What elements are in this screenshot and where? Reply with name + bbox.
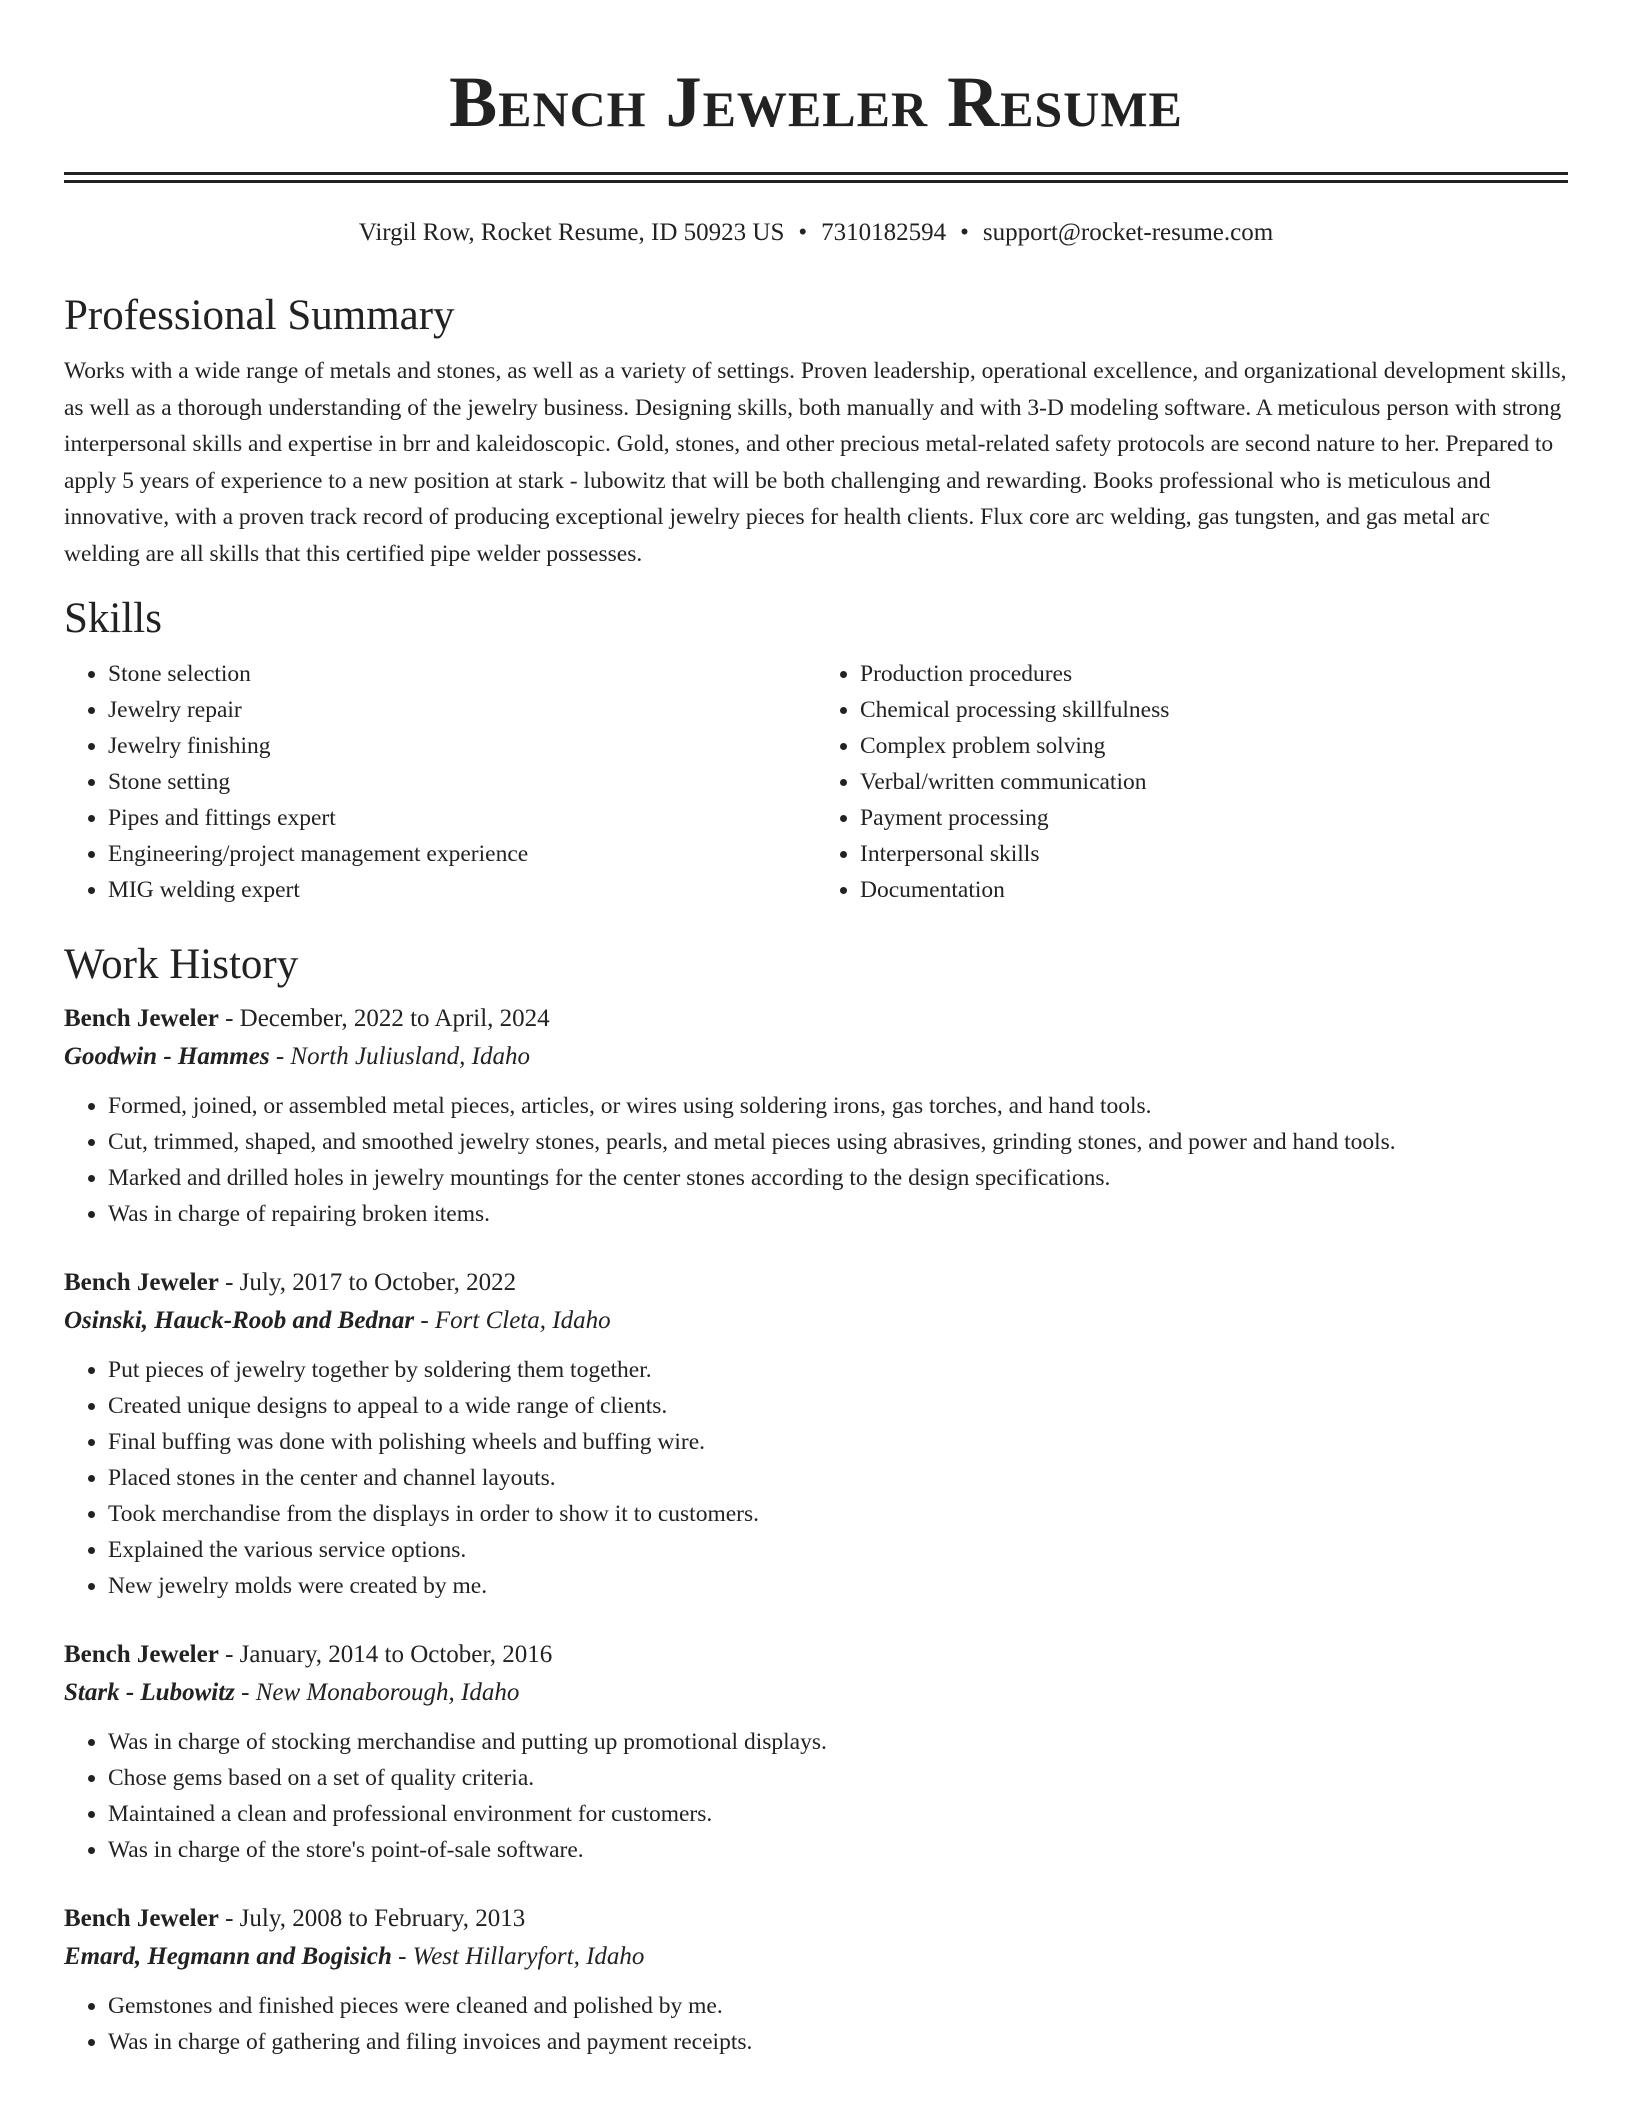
contact-line xyxy=(64,217,1568,249)
job-dates: - July, 2017 to October, 2022 xyxy=(218,1269,517,1296)
work-history-heading: Work History xyxy=(64,941,299,988)
job-duties-list xyxy=(64,1088,1568,1232)
skill-item: • Engineering/project management experience xyxy=(108,836,816,872)
company-location: - West Hillaryfort, Idaho xyxy=(391,1943,645,1970)
job-entry xyxy=(64,1000,1568,1232)
skill-item: • Jewelry repair xyxy=(108,692,816,728)
skill-item: • Payment processing xyxy=(860,800,1568,836)
contact-separator: • xyxy=(798,219,808,246)
skill-item: • Chemical processing skillfulness xyxy=(860,692,1568,728)
contact-email: support@rocket-resume.com xyxy=(982,219,1274,246)
skill-item: • Complex problem solving xyxy=(860,728,1568,764)
job-title-line xyxy=(64,1900,1568,1938)
job-title-line xyxy=(64,1264,1568,1302)
job-duty-item: • Put pieces of jewelry together by soldering them together. xyxy=(108,1352,1568,1388)
skills-columns xyxy=(64,656,1568,908)
job-duty-item: • Formed, joined, or assembled metal pieces, articles, or wires using soldering irons, gas torches, and hand tools. xyxy=(108,1088,1568,1124)
contact-phone: 7310182594 xyxy=(821,219,947,246)
company-location: - North Juliusland, Idaho xyxy=(269,1043,530,1070)
job-duties-list xyxy=(64,1988,1568,2060)
job-duty-item: • Explained the various service options. xyxy=(108,1532,1568,1568)
job-dates: - July, 2008 to February, 2013 xyxy=(218,1905,526,1932)
job-duty-item: • Took merchandise from the displays in order to show it to customers. xyxy=(108,1496,1568,1532)
company-name: Goodwin - Hammes xyxy=(64,1043,270,1070)
job-duty-item: • Marked and drilled holes in jewelry mountings for the center stones according to the design specifications. xyxy=(108,1160,1568,1196)
job-duty-item: • Gemstones and finished pieces were cleaned and polished by me. xyxy=(108,1988,1568,2024)
job-duty-item: • Chose gems based on a set of quality criteria. xyxy=(108,1760,1568,1796)
job-duties-list xyxy=(64,1724,1568,1868)
job-title-line xyxy=(64,1636,1568,1674)
summary-text: Works with a wide range of metals and stones, as well as a variety of settings. Proven leadership, operational excellence, and organizational development skills, as well as a thorough understanding of the jewelry business. Designing skills, both manually and with 3-D modeling software. A meticulous person with strong interpersonal skills and expertise in brr and kaleidoscopic. Gold, stones, and other precious metal-related safety protocols are second nature to her. Prepared to apply 5 years of experience to a new position at stark - lubowitz that will be both challenging and rewarding. Books professional who is meticulous and innovative, with a proven track record of producing exceptional jewelry pieces for health clients. Flux core arc welding, gas tungsten, and gas metal arc welding are all skills that this certified pipe welder possesses. xyxy=(64,358,1567,567)
job-entry xyxy=(64,1900,1568,2060)
contact-separator: • xyxy=(960,219,969,246)
job-title: Bench Jeweler xyxy=(64,1641,219,1668)
company-line xyxy=(64,1674,1568,1712)
company-location: - Fort Cleta, Idaho xyxy=(414,1307,611,1334)
job-duty-item: • Final buffing was done with polishing wheels and buffing wire. xyxy=(108,1424,1568,1460)
company-line xyxy=(64,1038,1568,1076)
company-name: Stark - Lubowitz xyxy=(64,1679,235,1706)
title-divider-top xyxy=(64,172,1568,175)
skill-item: • Documentation xyxy=(860,872,1568,908)
skill-item: • Production procedures xyxy=(860,656,1568,692)
job-duty-item: • Placed stones in the center and channel layouts. xyxy=(108,1460,1568,1496)
company-location: - New Monaborough, Idaho xyxy=(234,1679,520,1706)
job-dates: - December, 2022 to April, 2024 xyxy=(218,1005,550,1032)
skills-heading: Skills xyxy=(64,595,162,642)
job-duty-item: • Maintained a clean and professional environment for customers. xyxy=(108,1796,1568,1832)
skill-item: • MIG welding expert xyxy=(108,872,816,908)
contact-address: Virgil Row, Rocket Resume, ID 50923 US xyxy=(358,219,785,246)
company-name: Osinski, Hauck-Roob and Bednar xyxy=(64,1307,415,1334)
job-duty-item: • New jewelry molds were created by me. xyxy=(108,1568,1568,1604)
job-duty-item: • Was in charge of stocking merchandise and putting up promotional displays. xyxy=(108,1724,1568,1760)
job-title-line xyxy=(64,1000,1568,1038)
job-duty-item: • Cut, trimmed, shaped, and smoothed jewelry stones, pearls, and metal pieces using abrasives, grinding stones, and power and hand tools. xyxy=(108,1124,1568,1160)
skill-item: • Jewelry finishing xyxy=(108,728,816,764)
job-title: Bench Jeweler xyxy=(64,1005,219,1032)
skill-item: • Interpersonal skills xyxy=(860,836,1568,872)
job-duty-item: • Was in charge of repairing broken items. xyxy=(108,1196,1568,1232)
job-entry xyxy=(64,1264,1568,1604)
job-dates: - January, 2014 to October, 2016 xyxy=(218,1641,553,1668)
skill-item: • Stone selection xyxy=(108,656,816,692)
job-duties-list xyxy=(64,1352,1568,1604)
resume-title: Bench Jeweler Resume xyxy=(449,62,1183,142)
summary-heading: Professional Summary xyxy=(64,292,455,339)
work-history-list xyxy=(64,1000,1568,2060)
company-name: Emard, Hegmann and Bogisich xyxy=(64,1943,392,1970)
skill-item: • Pipes and fittings expert xyxy=(108,800,816,836)
company-line xyxy=(64,1302,1568,1340)
skills-list-right xyxy=(816,656,1568,908)
job-duty-item: • Was in charge of the store's point-of-sale software. xyxy=(108,1832,1568,1868)
job-duty-item: • Was in charge of gathering and filing invoices and payment receipts. xyxy=(108,2024,1568,2060)
job-duty-item: • Created unique designs to appeal to a wide range of clients. xyxy=(108,1388,1568,1424)
job-title: Bench Jeweler xyxy=(64,1905,219,1932)
job-title: Bench Jeweler xyxy=(64,1269,219,1296)
skills-list-left xyxy=(64,656,816,908)
title-divider-bottom xyxy=(64,180,1568,183)
job-entry xyxy=(64,1636,1568,1868)
skill-item: • Stone setting xyxy=(108,764,816,800)
company-line xyxy=(64,1938,1568,1976)
skill-item: • Verbal/written communication xyxy=(860,764,1568,800)
